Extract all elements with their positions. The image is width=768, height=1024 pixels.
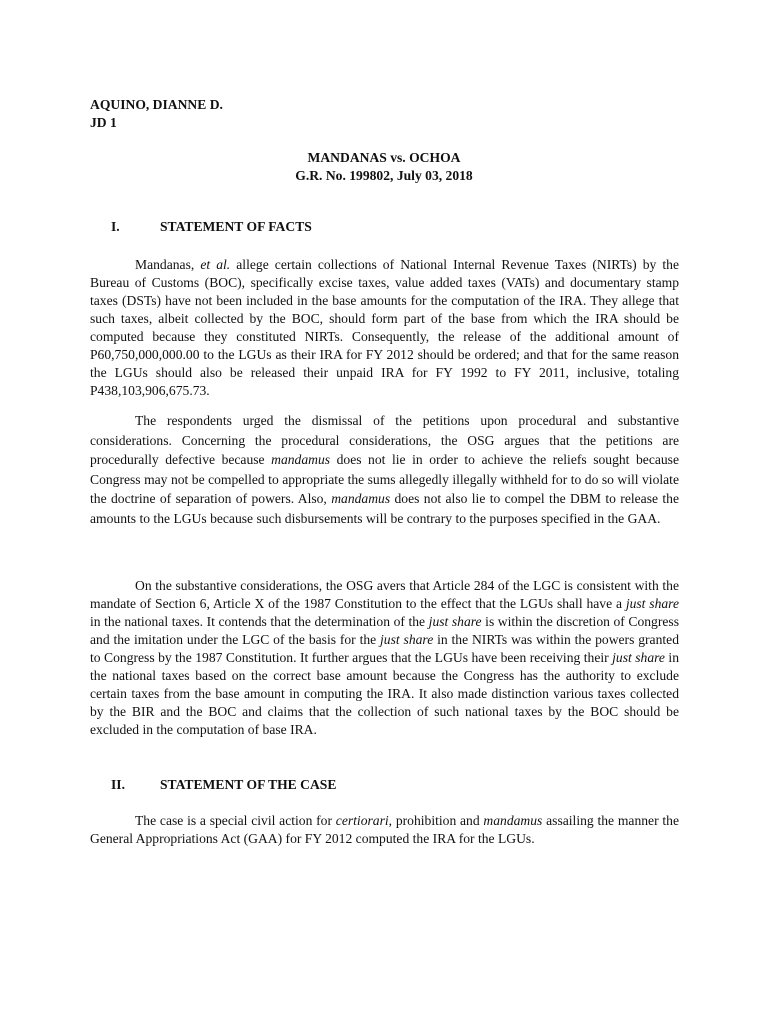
facts-paragraph-1: Mandanas, et al. allege certain collections of National Internal Revenue Taxes (NIRTs) by the Bureau of Customs (BOC), specifically excise taxes, value added taxes (VATs) and documentary stamp taxes (DSTs) have not been included in the base amounts for the computation of the IRA. They allege that such taxes, albeit collected by the BOC, should form part of the base from which the IRA should be computed because they constituted NIRTs. Consequently, the release of the additional amount of P60,750,000,000.00 to the LGUs as their IRA for FY 2012 should be ordered; and that for the same reason the LGUs should also be released their unpaid IRA for FY 1992 to FY 2011, inclusive, totaling P438,103,906,675.73. <box>90 257 679 398</box>
facts-paragraph-3: On the substantive considerations, the OSG avers that Article 284 of the LGC is consistent with the mandate of Section 6, Article X of the 1987 Constitution to the effect that the LGUs shall have a just share in the national taxes. It contends that the determination of the just share is within the discretion of Congress and the imitation under the LGC of the basis for the just share in the NIRTs was within the powers granted to Congress by the 1987 Constitution. It further argues that the LGUs have been receiving their just share in the national taxes based on the correct base amount because the Congress has the authority to exclude certain taxes from the base amount in computing the IRA. It also made distinction various taxes collected by the BIR and the BOC and claims that the collection of such national taxes by the BOC should be excluded in the computation of base IRA. <box>90 578 679 737</box>
section-number: II. <box>111 777 125 792</box>
section-title: STATEMENT OF THE CASE <box>160 777 337 792</box>
case-heading <box>90 149 678 185</box>
section-number: I. <box>111 219 120 234</box>
section-heading-case <box>111 776 336 794</box>
case-citation: G.R. No. 199802, July 03, 2018 <box>295 168 473 183</box>
author-year: JD 1 <box>90 115 117 130</box>
case-paragraph-1: The case is a special civil action for certiorari, prohibition and mandamus assailing the manner the General Appropriations Act (GAA) for FY 2012 computed the IRA for the LGUs. <box>90 813 679 846</box>
case-title: MANDANAS vs. OCHOA <box>307 150 461 165</box>
section-title: STATEMENT OF FACTS <box>160 219 312 234</box>
facts-paragraph-2: The respondents urged the dismissal of the petitions upon procedural and substantive considerations. Concerning the procedural considerations, the OSG argues that the petitions are procedurally defective because mandamus does not lie in order to achieve the reliefs sought because Congress may not be compelled to appropriate the sums allegedly illegally withheld for to do so will violate the doctrine of separation of powers. Also, mandamus does not also lie to compel the DBM to release the amounts to the LGUs because such disbursements will be contrary to the purposes specified in the GAA. <box>90 413 680 526</box>
author-block <box>90 96 223 132</box>
section-heading-facts <box>111 218 312 236</box>
author-name: AQUINO, DIANNE D. <box>90 97 223 112</box>
